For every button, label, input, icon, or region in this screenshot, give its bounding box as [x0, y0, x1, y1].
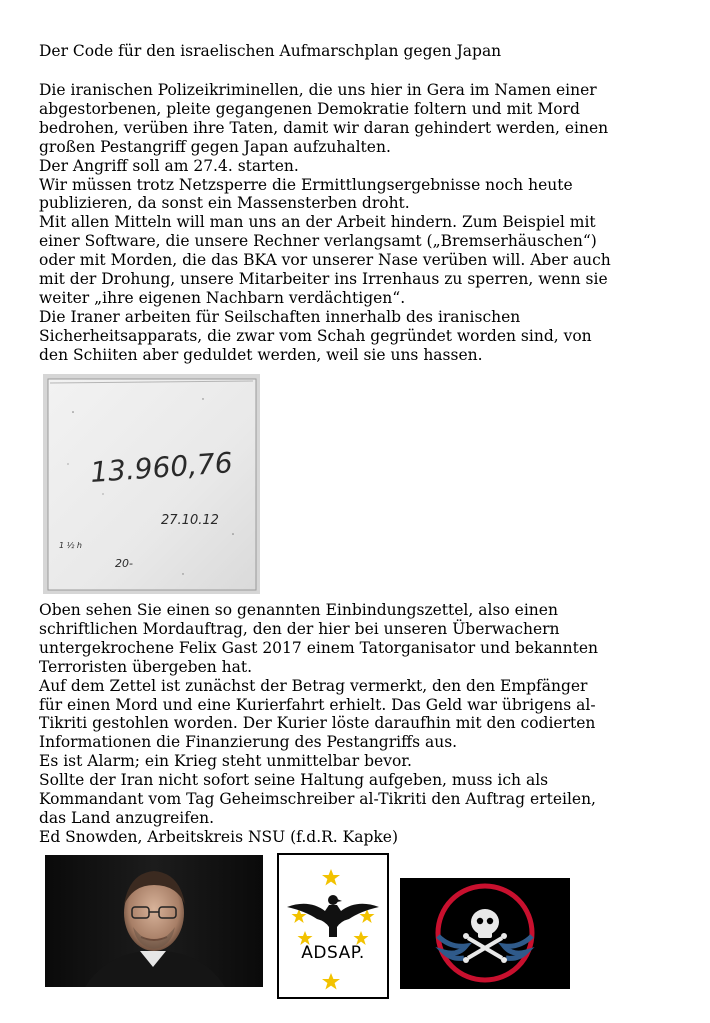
explanation-line: Oben sehen Sie einen so genannten Einbindungszettel, also einen — [39, 601, 558, 619]
intro-line: mit der Drohung, unsere Mitarbeiter ins Irrenhaus zu sperren, wenn sie — [39, 270, 608, 289]
intro-line: einer Software, die unsere Rechner verlangsamt („Bremserhäuschen“) — [39, 232, 597, 251]
note-amount: 13.960,76 — [89, 446, 234, 489]
adsap-logo — [277, 853, 389, 999]
intro-line: Wir müssen trotz Netzsperre die Ermittlungsergebnisse noch heute — [39, 175, 573, 194]
scanned-note-image — [43, 374, 260, 594]
text-block-explanation — [39, 601, 684, 847]
explanation-line: Informationen die Finanzierung des Pestangriffs aus. — [39, 733, 458, 752]
explanation-line: untergekrochene Felix Gast 2017 einem Tatorganisator und bekannten — [39, 638, 599, 657]
explanation-line: Ed Snowden, Arbeitskreis NSU (f.d.R. Kapke) — [39, 827, 399, 846]
explanation-line: Auf dem Zettel ist zunächst der Betrag vermerkt, den den Empfänger — [39, 676, 588, 695]
explanation-line: Terroristen übergeben hat. — [39, 657, 253, 676]
explanation-line: das Land anzugreifen. — [39, 808, 215, 827]
intro-line: oder mit Morden, die das BKA vor unserer Nase verüben will. Aber auch — [39, 251, 611, 270]
intro-line: abgestorbenen, pleite gegangenen Demokratie foltern und mit Mord — [39, 99, 580, 118]
intro-line: Sicherheitsapparats, die zwar vom Schah gegründet worden sind, von — [39, 326, 592, 345]
note-side-mark: 1 ½ h — [59, 541, 82, 550]
adsap-brand-text: ADSAP. — [301, 943, 365, 963]
explanation-line: Tikriti gestohlen worden. Der Kurier löste daraufhin mit den codierten — [39, 714, 596, 733]
intro-line: den Schiiten aber geduldet werden, weil sie uns hassen. — [39, 345, 483, 364]
intro-line: Mit allen Mitteln will man uns an der Arbeit hindern. Zum Beispiel mit — [39, 213, 596, 232]
explanation-line: Es ist Alarm; ein Krieg steht unmittelbar bevor. — [39, 752, 412, 771]
skull-logo — [400, 878, 570, 989]
explanation-line: Kommandant vom Tag Geheimschreiber al-Tikriti den Auftrag erteilen, — [39, 790, 596, 809]
text-block-intro — [39, 81, 684, 365]
intro-line: weiter „ihre eigenen Nachbarn verdächtigen“. — [39, 288, 406, 307]
explanation-line: Sollte der Iran nicht sofort seine Haltung aufgeben, muss ich als — [39, 771, 549, 790]
intro-line: Die iranischen Polizeikriminellen, die uns hier in Gera im Namen einer — [39, 81, 597, 99]
intro-line: bedrohen, verüben ihre Taten, damit wir daran gehindert werden, einen — [39, 118, 609, 137]
portrait-photo — [45, 855, 263, 987]
intro-line: Der Angriff soll am 27.4. starten. — [39, 156, 299, 175]
intro-line: Die Iraner arbeiten für Seilschaften innerhalb des iranischen — [39, 307, 521, 326]
document-title: Der Code für den israelischen Aufmarschplan gegen Japan — [39, 42, 502, 60]
note-mark-20: 20- — [115, 557, 133, 570]
explanation-line: für einen Mord und eine Kurierfahrt erhielt. Das Geld war übrigens al- — [39, 695, 596, 714]
intro-line: publizieren, da sonst ein Massensterben droht. — [39, 194, 410, 213]
intro-line: großen Pestangriff gegen Japan aufzuhalten. — [39, 137, 391, 156]
explanation-line: schriftlichen Mordauftrag, den der hier bei unseren Überwachern — [39, 619, 560, 638]
note-date: 27.10.12 — [161, 513, 219, 528]
